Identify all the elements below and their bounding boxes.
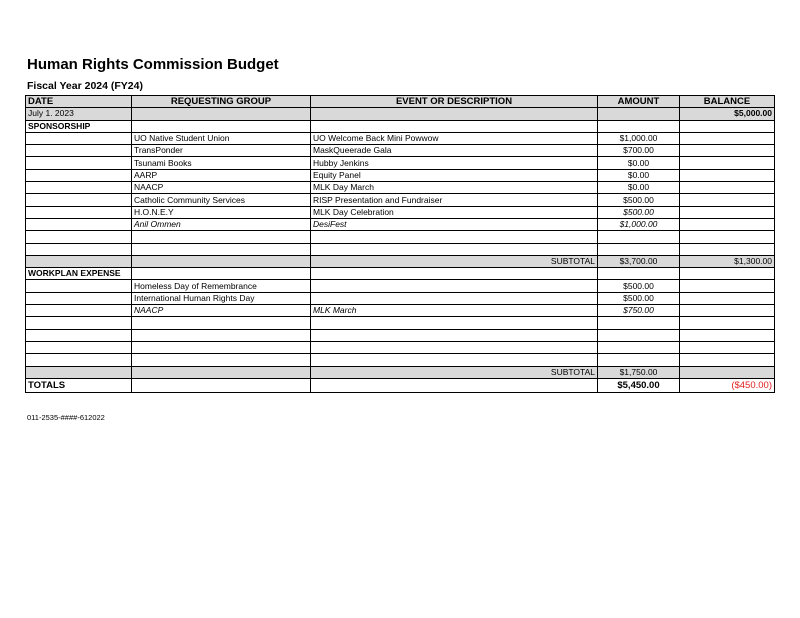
amount-cell: $0.00 — [598, 182, 680, 194]
table-row — [26, 194, 775, 206]
amount-cell: $500.00 — [598, 292, 680, 304]
table-row — [26, 305, 775, 317]
table-row — [26, 206, 775, 218]
subtotal-label: SUBTOTAL — [311, 255, 598, 267]
requesting-group-cell: Tsunami Books — [132, 157, 311, 169]
sponsorship-subtotal: $3,700.00 — [598, 255, 680, 267]
empty-row — [26, 243, 775, 255]
opening-balance: $5,000.00 — [680, 108, 775, 120]
requesting-group-cell: UO Native Student Union — [132, 132, 311, 144]
sponsorship-balance: $1,300.00 — [680, 255, 775, 267]
totals-label: TOTALS — [26, 378, 132, 392]
amount-cell: $1,000.00 — [598, 132, 680, 144]
workplan-subtotal-row — [26, 366, 775, 378]
amount-cell: $500.00 — [598, 206, 680, 218]
event-cell: DesiFest — [311, 218, 598, 230]
amount-cell: $500.00 — [598, 280, 680, 292]
sponsorship-subtotal-row — [26, 255, 775, 267]
workplan-subtotal: $1,750.00 — [598, 366, 680, 378]
page-title: Human Rights Commission Budget — [27, 56, 279, 73]
empty-row — [26, 341, 775, 353]
empty-row — [26, 231, 775, 243]
requesting-group-cell: Homeless Day of Remembrance — [132, 280, 311, 292]
opening-balance-row — [26, 108, 775, 120]
document-code: 011-2535-####-612022 — [27, 413, 105, 422]
budget-table — [25, 95, 775, 393]
table-row — [26, 280, 775, 292]
requesting-group-cell: NAACP — [132, 305, 311, 317]
event-cell — [311, 280, 598, 292]
empty-row — [26, 317, 775, 329]
empty-row — [26, 354, 775, 366]
workplan-section-row — [26, 268, 775, 280]
requesting-group-cell: AARP — [132, 169, 311, 181]
event-cell: RISP Presentation and Fundraiser — [311, 194, 598, 206]
event-cell: MLK Day Celebration — [311, 206, 598, 218]
workplan-label: WORKPLAN EXPENSE — [26, 268, 132, 280]
amount-cell: $0.00 — [598, 169, 680, 181]
fiscal-year-subtitle: Fiscal Year 2024 (FY24) — [27, 80, 143, 92]
sponsorship-label: SPONSORSHIP — [26, 120, 132, 132]
opening-date: July 1. 2023 — [26, 108, 132, 120]
amount-cell: $0.00 — [598, 157, 680, 169]
table-row — [26, 157, 775, 169]
header-event-description: EVENT OR DESCRIPTION — [311, 96, 598, 108]
header-requesting-group: REQUESTING GROUP — [132, 96, 311, 108]
table-row — [26, 145, 775, 157]
event-cell: Equity Panel — [311, 169, 598, 181]
event-cell: MaskQueerade Gala — [311, 145, 598, 157]
requesting-group-cell: Catholic Community Services — [132, 194, 311, 206]
requesting-group-cell: TransPonder — [132, 145, 311, 157]
totals-balance: ($450.00) — [680, 378, 775, 392]
header-balance: BALANCE — [680, 96, 775, 108]
event-cell: MLK March — [311, 305, 598, 317]
table-row — [26, 132, 775, 144]
table-header-row — [26, 96, 775, 108]
requesting-group-cell: Anil Ommen — [132, 218, 311, 230]
amount-cell: $700.00 — [598, 145, 680, 157]
totals-row — [26, 378, 775, 392]
amount-cell: $1,000.00 — [598, 218, 680, 230]
table-row — [26, 182, 775, 194]
table-row — [26, 218, 775, 230]
totals-amount: $5,450.00 — [598, 378, 680, 392]
requesting-group-cell: NAACP — [132, 182, 311, 194]
requesting-group-cell: International Human Rights Day — [132, 292, 311, 304]
subtotal-label: SUBTOTAL — [311, 366, 598, 378]
event-cell: UO Welcome Back Mini Powwow — [311, 132, 598, 144]
sponsorship-section-row — [26, 120, 775, 132]
event-cell: Hubby Jenkins — [311, 157, 598, 169]
header-amount: AMOUNT — [598, 96, 680, 108]
requesting-group-cell: H.O.N.E.Y — [132, 206, 311, 218]
table-row — [26, 292, 775, 304]
amount-cell: $750.00 — [598, 305, 680, 317]
empty-row — [26, 329, 775, 341]
amount-cell: $500.00 — [598, 194, 680, 206]
event-cell — [311, 292, 598, 304]
table-row — [26, 169, 775, 181]
header-date: DATE — [26, 96, 132, 108]
event-cell: MLK Day March — [311, 182, 598, 194]
